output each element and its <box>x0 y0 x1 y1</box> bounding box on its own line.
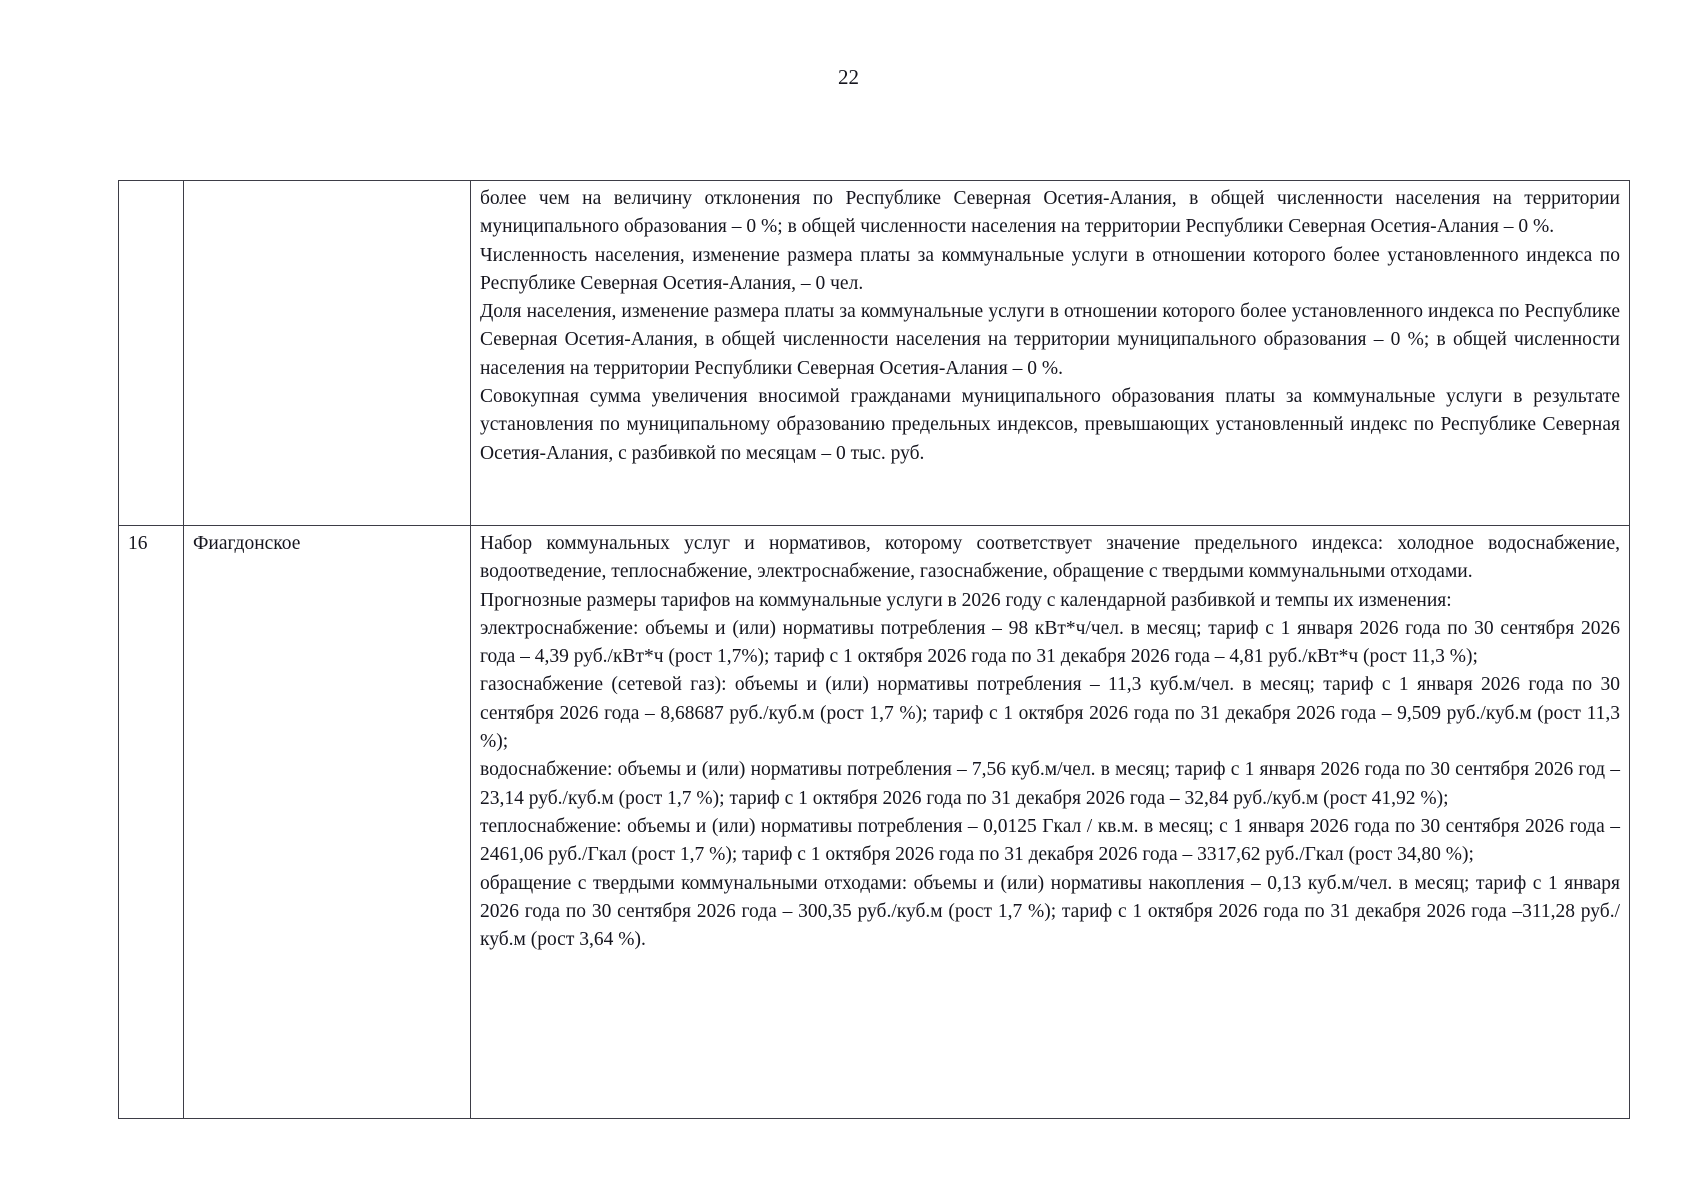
paragraph: электроснабжение: объемы и (или) нормативы потребления – 98 кВт*ч/чел. в месяц; тариф с 1 января 2026 года по 30 сентября 2026 года – 4,39 руб./кВт*ч (рост 1,7%); тариф с 1 октября 2026 года по 31 декабря 2026 года – 4,81 руб./кВт*ч (рост 11,3 %); <box>480 617 1620 668</box>
table-row-continuation <box>119 181 1630 526</box>
paragraph: Совокупная сумма увеличения вносимой гражданами муниципального образования платы за коммунальные услуги в результате установления по муниципальному образованию предельных индексов, превышающих установленный индекс по Республике Северная Осетия-Алания, с разбивкой по месяцам – 0 тыс. руб. <box>480 386 1620 464</box>
paragraph: теплоснабжение: объемы и (или) нормативы потребления – 0,0125 Гкал / кв.м. в месяц; с 1 января 2026 года по 30 сентября 2026 года – 2461,06 руб./Гкал (рост 1,7 %); тариф с 1 октября 2026 года по 31 декабря 2026 года – 3317,62 руб./Гкал (рост 34,80 %); <box>480 815 1620 866</box>
description-cell <box>471 181 1630 526</box>
paragraph: Набор коммунальных услуг и нормативов, которому соответствует значение предельного индекса: холодное водоснабжение, водоотведение, теплоснабжение, электроснабжение, газоснабжение, обращение с твердыми коммунальными отходами. <box>480 533 1620 583</box>
page-number: 22 <box>838 65 859 89</box>
municipal-tariff-table <box>118 180 1630 1119</box>
paragraph: обращение с твердыми коммунальными отходами: объемы и (или) нормативы накопления – 0,13 куб.м/чел. в месяц; тариф с 1 января 2026 года по 30 сентября 2026 года – 300,35 руб./куб.м (рост 1,7 %); тариф с 1 октября 2026 года по 31 декабря 2026 года –311,28 руб./куб.м (рост 3,64 %). <box>480 872 1620 951</box>
municipality-name-cell <box>184 181 471 526</box>
row-number-cell: 16 <box>119 526 184 1119</box>
paragraph: Доля населения, изменение размера платы за коммунальные услуги в отношении которого более установленного индекса по Республике Северная Осетия-Алания, в общей численности населения на территории муниципального образования – 0 %; в общей численности населения на территории Республики Северная Осетия-Алания – 0 %. <box>480 301 1620 379</box>
row-number-cell <box>119 181 184 526</box>
paragraph: более чем на величину отклонения по Республике Северная Осетия-Алания, в общей численности населения на территории муниципального образования – 0 %; в общей численности населения на территории Республики Северная Осетия-Алания – 0 %. <box>480 188 1620 238</box>
paragraph: водоснабжение: объемы и (или) нормативы потребления – 7,56 куб.м/чел. в месяц; тариф с 1 января 2026 года по 30 сентября 2026 год – 23,14 руб./куб.м (рост 1,7 %); тариф с 1 октября 2026 года по 31 декабря 2026 года – 32,84 руб./куб.м (рост 41,92 %); <box>480 759 1620 809</box>
paragraph: Численность населения, изменение размера платы за коммунальные услуги в отношении которого более установленного индекса по Республике Северная Осетия-Алания, – 0 чел. <box>480 244 1620 294</box>
paragraph: Прогнозные размеры тарифов на коммунальные услуги в 2026 году с календарной разбивкой и темпы их изменения: <box>480 589 1452 611</box>
table-row-fiagdonskoe <box>119 526 1630 1119</box>
municipality-name-cell: Фиагдонское <box>184 526 471 1119</box>
paragraph: газоснабжение (сетевой газ): объемы и (или) нормативы потребления – 11,3 куб.м/чел. в месяц; тариф с 1 января 2026 года по 30 сентября 2026 года – 8,68687 руб./куб.м (рост 1,7 %); тариф с 1 октября 2026 года по 31 декабря 2026 года – 9,509 руб./куб.м (рост 11,3 %); <box>480 674 1620 753</box>
description-cell <box>471 526 1630 1119</box>
